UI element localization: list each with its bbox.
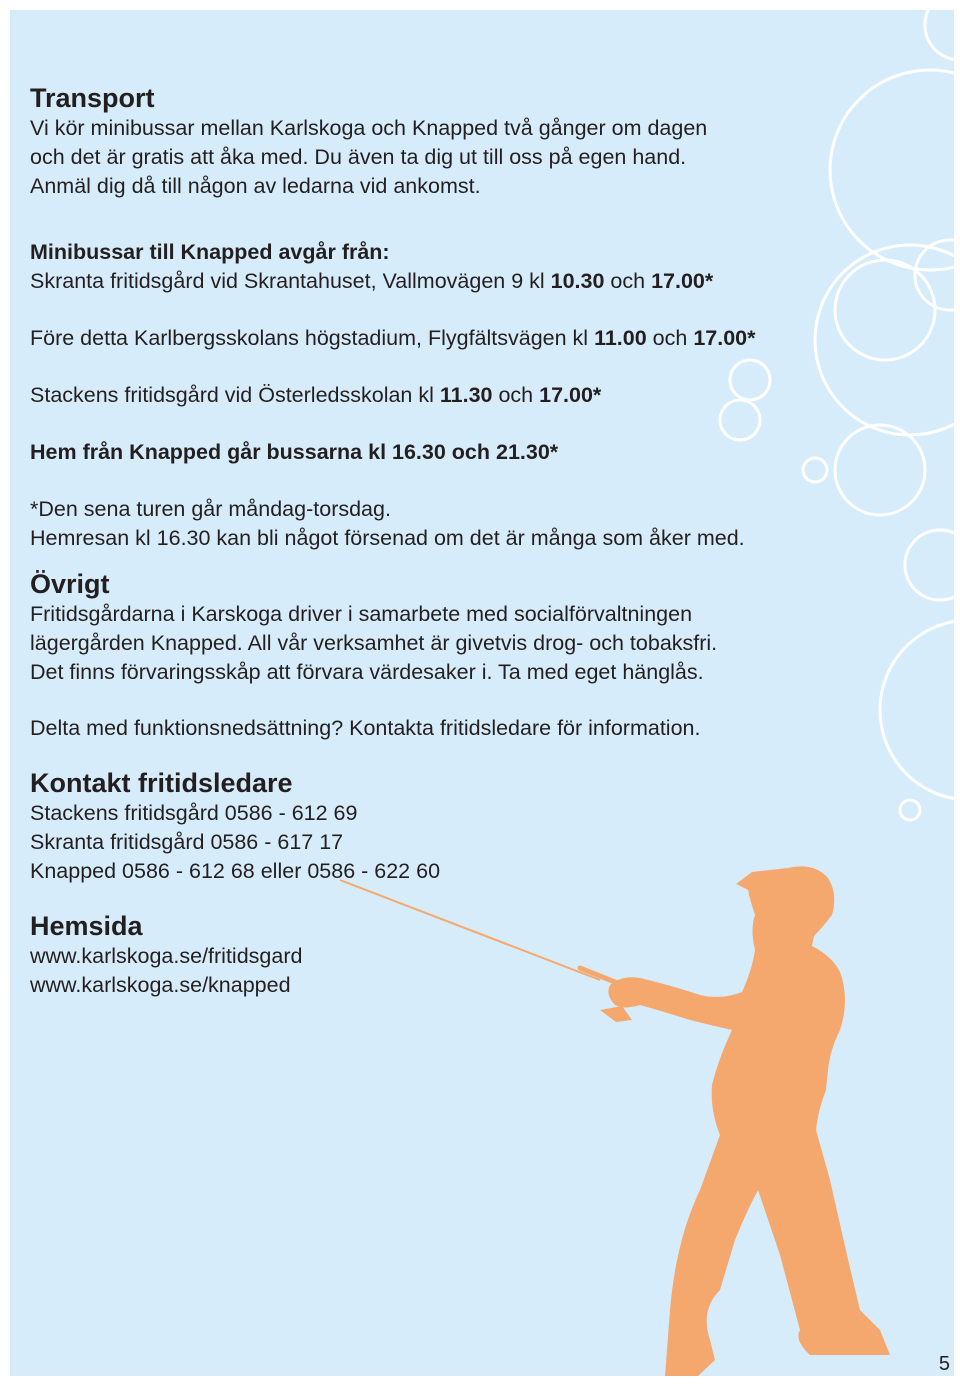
- stop-och: och: [604, 269, 652, 293]
- contact-heading: Kontakt fritidsledare: [30, 768, 293, 798]
- website-link[interactable]: www.karlskoga.se/knapped: [30, 973, 291, 997]
- stop-och: och: [646, 326, 694, 350]
- stop-time: 17.00*: [693, 326, 756, 350]
- transport-notes: [30, 495, 745, 553]
- contact-list: [30, 799, 440, 886]
- accessibility-line: Delta med funktionsnedsättning? Kontakta fritidsledare för information.: [30, 716, 701, 740]
- fisherman-silhouette-icon: [10, 10, 954, 1376]
- departures-title: Minibussar till Knapped avgår från:: [30, 240, 390, 264]
- note-line: Hemresan kl 16.30 kan bli något försenad om det är många som åker med.: [30, 526, 745, 550]
- transport-heading: Transport: [30, 83, 155, 113]
- stop-time: 11.00: [594, 326, 647, 350]
- page: [10, 10, 954, 1376]
- website-link[interactable]: www.karlskoga.se/fritidsgard: [30, 944, 303, 968]
- contact-line: Stackens fritidsgård 0586 - 612 69: [30, 801, 358, 825]
- other-text: [30, 600, 717, 687]
- stop-karlberg: [30, 324, 755, 353]
- stop-time: 11.30: [439, 383, 493, 407]
- transport-intro: [30, 114, 707, 201]
- contact-line: Skranta fritidsgård 0586 - 617 17: [30, 830, 344, 854]
- stop-skranta: [30, 267, 713, 296]
- stop-stacken: [30, 381, 601, 410]
- transport-intro-line: och det är gratis att åka med. Du även ta dig ut till oss på egen hand.: [30, 145, 687, 169]
- page-number: 5: [938, 1353, 950, 1375]
- website-heading: Hemsida: [30, 911, 143, 941]
- website-links: [30, 942, 302, 1000]
- other-line: lägergården Knapped. All vår verksamhet är givetvis drog- och tobaksfri.: [30, 631, 718, 655]
- other-line: Fritidsgårdarna i Karskoga driver i samarbete med socialförvaltningen: [30, 602, 693, 626]
- other-line: Det finns förvaringsskåp att förvara värdesaker i. Ta med eget hänglås.: [30, 660, 704, 684]
- other-heading: Övrigt: [30, 569, 110, 599]
- contact-line: Knapped 0586 - 612 68 eller 0586 - 622 60: [30, 859, 441, 883]
- stop-place: Före detta Karlbergsskolans högstadium, Flygfältsvägen kl: [30, 326, 595, 350]
- stop-place: Stackens fritidsgård vid Österledsskolan kl: [30, 383, 440, 407]
- transport-intro-line: Vi kör minibussar mellan Karlskoga och Knapped två gånger om dagen: [30, 116, 708, 140]
- stop-place: Skranta fritidsgård vid Skrantahuset, Vallmovägen 9 kl: [30, 269, 551, 293]
- stop-och: och: [492, 383, 540, 407]
- stop-time: 17.00*: [539, 383, 602, 407]
- transport-intro-line: Anmäl dig då till någon av ledarna vid ankomst.: [30, 174, 481, 198]
- stop-time: 10.30: [550, 269, 605, 293]
- stop-time: 17.00*: [651, 269, 714, 293]
- return-line: Hem från Knapped går bussarna kl 16.30 och 21.30*: [30, 440, 559, 464]
- note-line: *Den sena turen går måndag-torsdag.: [30, 497, 391, 521]
